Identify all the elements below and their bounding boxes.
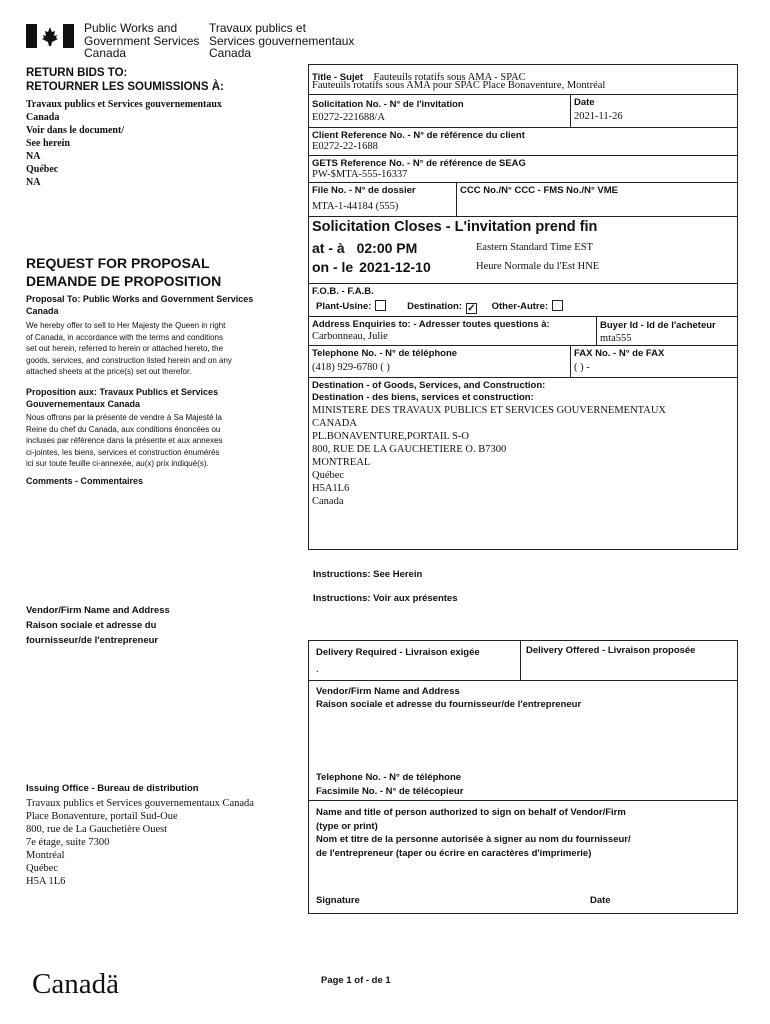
- enquiries-label: Address Enquiries to: - Adresser toutes questions à:: [312, 319, 550, 330]
- phone-label: Telephone No. - N° de téléphone: [312, 348, 458, 359]
- date-label: Date: [574, 97, 595, 108]
- file-no-value: MTA-1-44184 (555): [312, 201, 399, 212]
- vendor-box-label: Vendor/Firm Name and Address Raison sociale et adresse du fournisseur/de l'entrepreneur: [316, 686, 582, 710]
- solicitation-label: Solicitation No. - N° de l'invitation: [312, 99, 464, 110]
- delivery-required-value: .: [316, 664, 319, 675]
- return-bids-title: RETURN BIDS TO: RETOURNER LES SOUMISSIONS À:: [26, 67, 224, 93]
- timezone-en: Eastern Standard Time EST: [476, 242, 593, 253]
- rfp-title: REQUEST FOR PROPOSAL DEMANDE DE PROPOSITION: [26, 255, 222, 289]
- department-name-en: Public Works and Government Services Canada: [84, 21, 200, 60]
- client-ref-label: Client Reference No. - N° de référence du client: [312, 130, 525, 141]
- offer-text-en: We hereby offer to sell to Her Majesty the Queen in right of Canada, in accordance with the terms and conditions set out herein, referred to herein or attached hereto, the goods, services, and construction listed herein and on any attached sheets at the price(s) set out therefor.: [26, 321, 232, 376]
- delivery-offered-label: Delivery Offered - Livraison proposée: [526, 645, 696, 656]
- timezone-fr: Heure Normale du l'Est HNE: [476, 261, 600, 272]
- signature-label: Signature: [316, 895, 360, 906]
- offer-text-fr: Nous offrons par la présente de vendre à Sa Majesté la Reine du chef du Canada, aux conditions énoncées ou incluses par référence dans la présente et aux annexes ci-jointes, les biens, services et construction énumérés ici sur toute feuille ci-annexée, au(x) prix indiqué(s).: [26, 413, 223, 468]
- department-name-fr: Travaux publics et Services gouvernementaux Canada: [209, 21, 355, 60]
- plant-checkbox[interactable]: [375, 300, 386, 311]
- signature-date-label: Date: [590, 895, 611, 906]
- delivery-required-label: Delivery Required - Livraison exigée: [316, 647, 480, 658]
- solicitation-date: 2021-11-26: [574, 111, 623, 122]
- destination-address: MINISTERE DES TRAVAUX PUBLICS ET SERVICES GOUVERNEMENTAUX CANADA PL.BONAVENTURE,PORTAIL S-O 800, RUE DE LA GAUCHETIERE O. B7300 MONTREAL Québec H5A1L6 Canada: [312, 405, 666, 507]
- fob-options: Plant-Usine: Destination: ✓ Other-Autre:: [316, 300, 563, 314]
- closes-time: at - à 02:00 PM: [312, 240, 418, 256]
- proposal-to: Proposal To: Public Works and Government Services Canada: [26, 294, 254, 316]
- solicitation-closes-title: Solicitation Closes - L'invitation prend fin: [312, 219, 598, 235]
- title-sujet-full: Fauteuils rotatifs sous AMA pour SPAC Place Bonaventure, Montréal: [312, 80, 606, 91]
- canada-wordmark: Canadä: [32, 968, 119, 1000]
- fob-label: F.O.B. - F.A.B.: [312, 286, 374, 297]
- proposition-aux: Proposition aux: Travaux Publics et Services Gouvernementaux Canada: [26, 387, 219, 409]
- gets-ref-value: PW-$MTA-555-16337: [312, 169, 408, 180]
- fax-value: ( ) -: [574, 362, 590, 373]
- comments-label: Comments - Commentaires: [26, 476, 144, 486]
- return-bids-address: Travaux publics et Services gouvernementaux Canada Voir dans le document/ See herein NA Québec NA: [26, 99, 222, 188]
- destination-checkbox[interactable]: ✓: [467, 303, 476, 314]
- gets-ref-label: GETS Reference No. - N° de référence de SEAG: [312, 158, 526, 169]
- title-sujet: Title - Sujet Fauteuils rotatifs sous AMA - SPAC: [312, 72, 526, 83]
- page-number: Page 1 of - de 1: [321, 975, 391, 986]
- authorized-person-label: Name and title of person authorized to sign on behalf of Vendor/Firm (type or print) Nom et titre de la personne autorisée à signer au nom du fournisseur/ de l'entrepreneur (taper ou écrire en caractères d'imprimerie): [316, 807, 631, 859]
- ccc-no-label: CCC No./N° CCC - FMS No./N° VME: [460, 185, 619, 196]
- issuing-office-address: Travaux publics et Services gouvernementaux Canada Place Bonaventure, portail Sud-Oue 800, rue de La Gauchetière Ouest 7e étage, suite 7300 Montréal Québec H5A 1L6: [26, 798, 254, 887]
- closes-date: on - le 2021-12-10: [312, 259, 431, 275]
- fax-label: FAX No. - N° de FAX: [574, 348, 665, 359]
- file-no-label: File No. - N° de dossier: [312, 185, 416, 196]
- buyer-id-value: mta555: [600, 333, 632, 344]
- solicitation-number: E0272-221688/A: [312, 112, 385, 123]
- client-ref-value: E0272-22-1688: [312, 141, 378, 152]
- destination-label: Destination - of Goods, Services, and Construction: Destination - des biens, services et construction:: [312, 380, 546, 403]
- phone-value: (418) 929-6780 ( ): [312, 362, 390, 373]
- vendor-label-left: Vendor/Firm Name and Address Raison sociale et adresse du fournisseur/de l'entrepreneur: [26, 605, 170, 646]
- contact-labels: Telephone No. - N° de téléphone Facsimile No. - N° de télécopieur: [316, 772, 464, 797]
- buyer-id-label: Buyer Id - Id de l'acheteur: [600, 320, 716, 331]
- instructions-en: Instructions: See Herein: [313, 569, 423, 580]
- issuing-office-label: Issuing Office - Bureau de distribution: [26, 783, 199, 794]
- instructions-fr: Instructions: Voir aux présentes: [313, 593, 458, 604]
- canada-flag-icon: [26, 24, 74, 48]
- other-checkbox[interactable]: [552, 300, 563, 311]
- enquiries-value: Carbonneau, Julie: [312, 331, 388, 342]
